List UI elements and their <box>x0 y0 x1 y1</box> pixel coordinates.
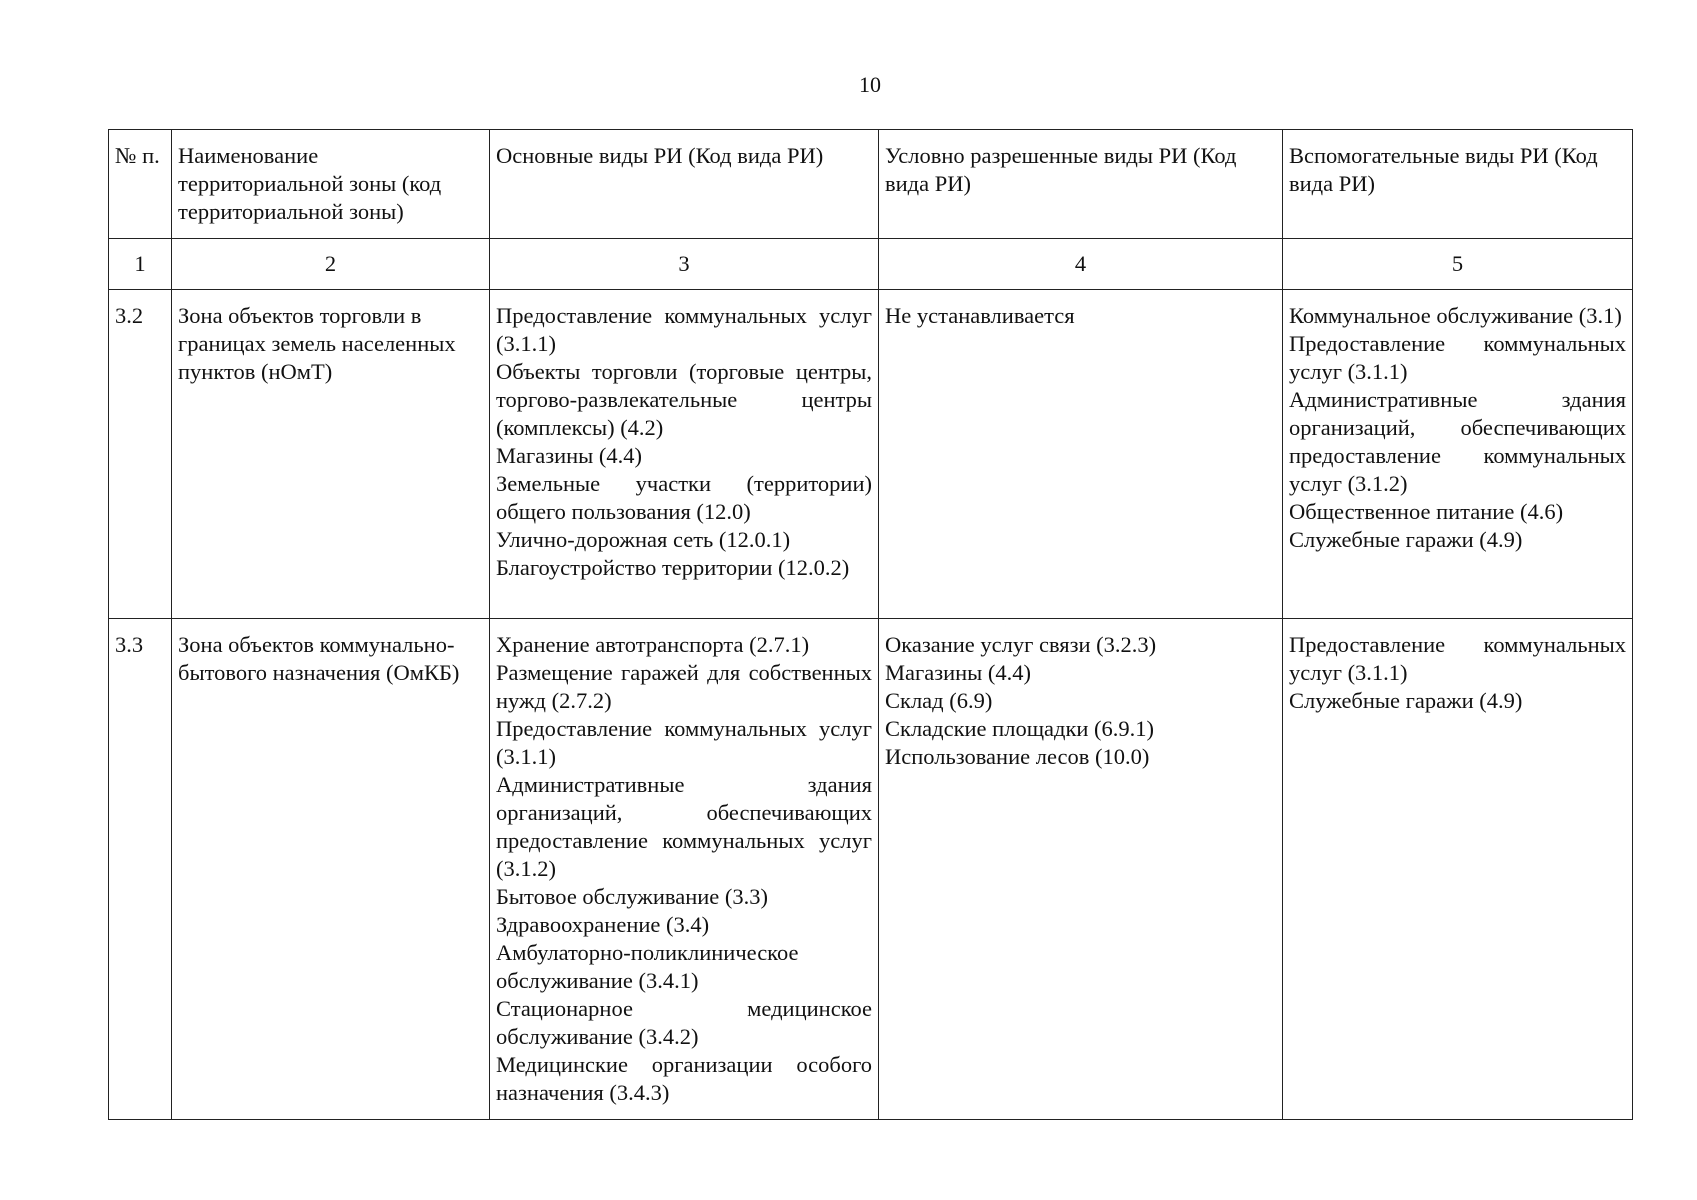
auxiliary-use-item: Коммунальное обслуживание (3.1) <box>1289 303 1622 328</box>
main-use-item: Магазины (4.4) <box>496 443 643 468</box>
conditional-use-item: Оказание услуг связи (3.2.3) <box>885 632 1157 657</box>
auxiliary-use-item: Административные здания организаций, обеспечивающих предоставление коммунальных услуг (3.1.2) <box>1289 387 1626 496</box>
header-zone-name: Наименование территориальной зоны (код территориальной зоны) <box>172 130 490 239</box>
row-number: 3.2 <box>109 290 172 619</box>
conditional-use-item: Использование лесов (10.0) <box>885 744 1150 769</box>
auxiliary-use-item: Служебные гаражи (4.9) <box>1289 688 1523 713</box>
header-auxiliary-uses: Вспомогательные виды РИ (Код вида РИ) <box>1283 130 1633 239</box>
main-use-item: Благоустройство территории (12.0.2) <box>496 555 850 580</box>
header-number: № п. <box>109 130 172 239</box>
conditional-use-item: Магазины (4.4) <box>885 660 1032 685</box>
conditional-uses-cell <box>879 619 1283 1120</box>
auxiliary-uses-cell <box>1283 619 1633 1120</box>
auxiliary-use-item: Предоставление коммунальных услуг (3.1.1) <box>1289 632 1626 685</box>
row-number: 3.3 <box>109 619 172 1120</box>
header-main-uses: Основные виды РИ (Код вида РИ) <box>490 130 879 239</box>
main-use-item: Административные здания организаций, обеспечивающих предоставление коммунальных услуг (3.1.2) <box>496 772 872 881</box>
column-number: 4 <box>879 239 1283 290</box>
zoning-table <box>108 129 1633 1120</box>
auxiliary-use-item: Служебные гаражи (4.9) <box>1289 527 1523 552</box>
main-use-item: Стационарное медицинское обслуживание (3.4.2) <box>496 996 872 1049</box>
main-use-item: Предоставление коммунальных услуг (3.1.1) <box>496 716 872 769</box>
conditional-use-item: Склад (6.9) <box>885 688 993 713</box>
main-use-item: Медицинские организации особого назначения (3.4.3) <box>496 1052 872 1105</box>
main-uses-cell <box>490 619 879 1120</box>
zone-name: Зона объектов торговли в границах земель населенных пунктов (нОмТ) <box>172 290 490 619</box>
conditional-uses-cell <box>879 290 1283 619</box>
main-use-item: Хранение автотранспорта (2.7.1) <box>496 632 810 657</box>
header-conditional-uses: Условно разрешенные виды РИ (Код вида РИ) <box>879 130 1283 239</box>
column-number: 1 <box>109 239 172 290</box>
main-use-item: Земельные участки (территории) общего пользования (12.0) <box>496 471 872 524</box>
main-use-item: Амбулаторно-поликлиническое обслуживание (3.4.1) <box>496 940 799 993</box>
conditional-use-item: Складские площадки (6.9.1) <box>885 716 1155 741</box>
table-row <box>109 619 1633 1120</box>
column-number: 5 <box>1283 239 1633 290</box>
column-number: 2 <box>172 239 490 290</box>
table-row <box>109 290 1633 619</box>
main-use-item: Предоставление коммунальных услуг (3.1.1) <box>496 303 872 356</box>
auxiliary-uses-cell <box>1283 290 1633 619</box>
main-use-item: Бытовое обслуживание (3.3) <box>496 884 768 909</box>
column-number-row <box>109 239 1633 290</box>
main-uses-cell <box>490 290 879 619</box>
main-use-item: Размещение гаражей для собственных нужд (2.7.2) <box>496 660 872 713</box>
main-use-item: Объекты торговли (торговые центры, торгово-развлекательные центры (комплексы) (4.2) <box>496 359 872 440</box>
conditional-use-item: Не устанавливается <box>885 303 1075 328</box>
column-number: 3 <box>490 239 879 290</box>
header-row <box>109 130 1633 239</box>
page-number: 10 <box>859 72 881 97</box>
main-use-item: Улично-дорожная сеть (12.0.1) <box>496 527 791 552</box>
main-use-item: Здравоохранение (3.4) <box>496 912 710 937</box>
auxiliary-use-item: Общественное питание (4.6) <box>1289 499 1564 524</box>
auxiliary-use-item: Предоставление коммунальных услуг (3.1.1) <box>1289 331 1626 384</box>
zone-name: Зона объектов коммунально-бытового назначения (ОмКБ) <box>172 619 490 1120</box>
